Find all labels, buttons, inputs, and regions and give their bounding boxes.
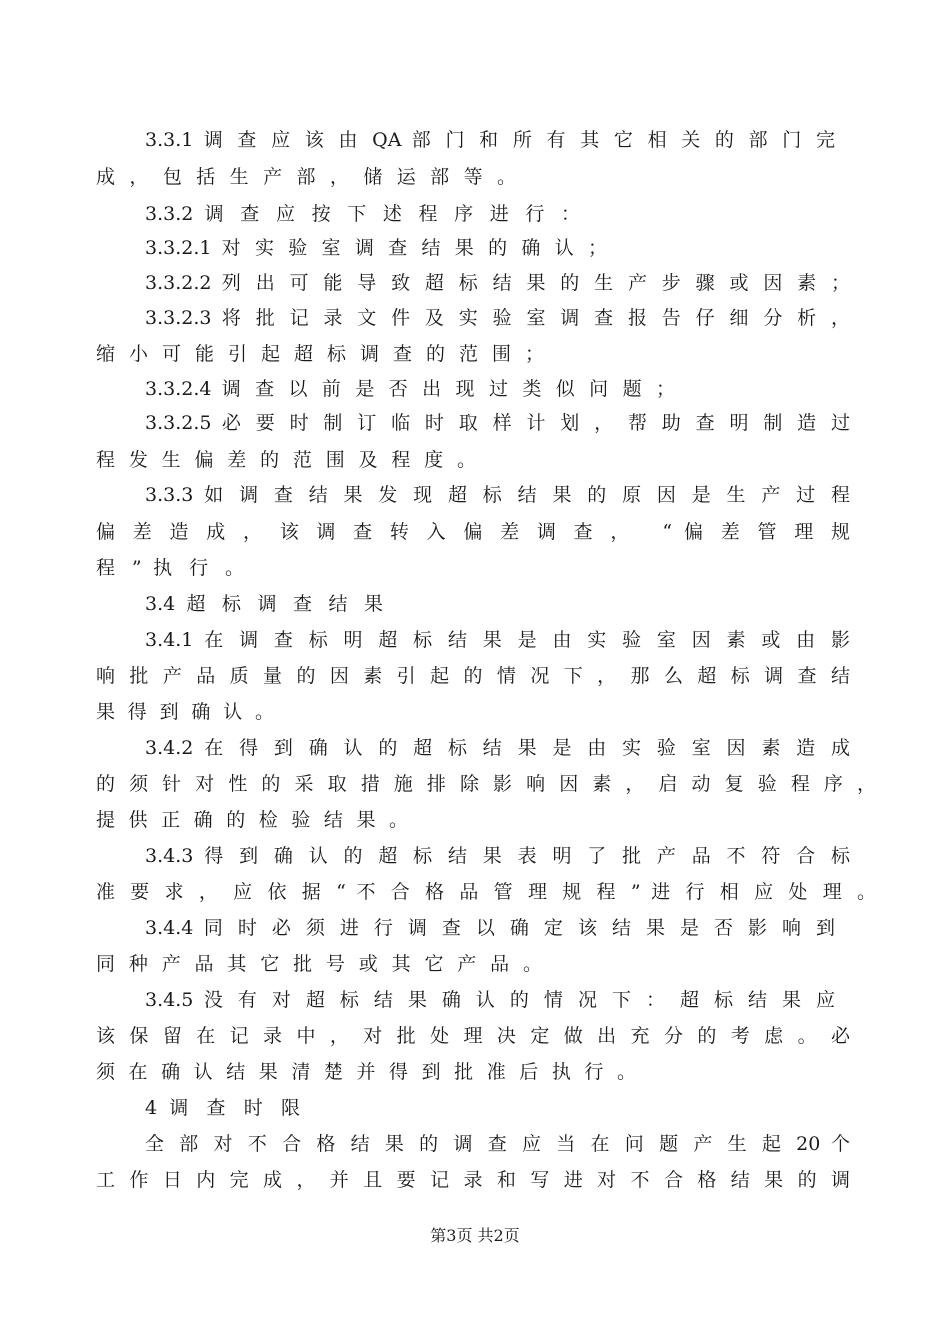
text-line: [96, 519, 850, 545]
line-text: 3.3.2.2 列 出 可 能 导 致 超 标 结 果 的 生 产 步 骤 或 因 素 ；: [145, 272, 850, 294]
line-text: 缩 小 可 能 引 起 超 标 调 查 的 范 围 ；: [96, 343, 544, 365]
text-line: [145, 1095, 300, 1121]
line-text: 同 种 产 品 其 它 批 号 或 其 它 产 品 。: [96, 953, 542, 975]
text-line: [96, 951, 542, 977]
line-text: 3.4.3 得 到 确 认 的 超 标 结 果 表 明 了 批 产 品 不 符 合 标: [145, 845, 850, 867]
line-text: 的 须 针 对 性 的 采 取 措 施 排 除 影 响 因 素 ， 启 动 复 验 程 序 ，: [96, 773, 876, 795]
text-line: [96, 341, 544, 367]
text-line: [145, 305, 850, 331]
line-text: 3.4.1 在 调 查 标 明 超 标 结 果 是 由 实 验 室 因 素 或 由 影: [145, 629, 850, 651]
text-line: [145, 482, 850, 508]
line-text: 3.3.2.1 对 实 验 室 调 查 结 果 的 确 认 ；: [145, 237, 607, 259]
line-text: 工 作 日 内 完 成 ， 并 且 要 记 录 和 写 进 对 不 合 格 结 果 的 调: [96, 1169, 850, 1191]
text-line: [145, 591, 383, 617]
text-line: [96, 879, 876, 905]
line-text: 3.4 超 标 调 查 结 果: [145, 593, 383, 615]
text-line: [145, 410, 850, 436]
text-line: [145, 201, 580, 227]
text-line: [145, 235, 607, 261]
text-line: [96, 164, 516, 190]
text-line: [145, 987, 835, 1013]
line-text: 4 调 查 时 限: [145, 1097, 300, 1119]
line-text: 全 部 对 不 合 格 结 果 的 调 查 应 当 在 问 题 产 生 起 20 个: [145, 1133, 850, 1155]
text-line: [96, 1167, 850, 1193]
line-text: 3.3.3 如 调 查 结 果 发 现 超 标 结 果 的 原 因 是 生 产 过 程: [145, 484, 850, 506]
text-line: [145, 843, 850, 869]
line-text: 程 ” 执 行 。: [96, 557, 244, 579]
line-text: 该 保 留 在 记 录 中 ， 对 批 处 理 决 定 做 出 充 分 的 考 虑 。 必: [96, 1025, 850, 1047]
text-line: [145, 376, 675, 402]
line-text: 3.3.2.4 调 查 以 前 是 否 出 现 过 类 似 问 题 ；: [145, 378, 675, 400]
line-text: 偏 差 造 成 ， 该 调 查 转 入 偏 差 调 查 ， “ 偏 差 管 理 规: [96, 521, 850, 543]
line-text: 3.3.2.3 将 批 记 录 文 件 及 实 验 室 调 查 报 告 仔 细 分 析 ，: [145, 307, 850, 329]
text-line: [96, 447, 476, 473]
line-text: 3.4.5 没 有 对 超 标 结 果 确 认 的 情 况 下 ： 超 标 结 果 应: [145, 989, 835, 1011]
text-line: [145, 627, 850, 653]
text-line: [96, 1059, 636, 1085]
line-text: 3.4.2 在 得 到 确 认 的 超 标 结 果 是 由 实 验 室 因 素 造 成: [145, 737, 850, 759]
text-line: [145, 1131, 850, 1157]
text-line: [145, 127, 835, 153]
line-text: 成 ， 包 括 生 产 部 ， 储 运 部 等 。: [96, 166, 516, 188]
text-line: [96, 807, 408, 833]
line-text: 提 供 正 确 的 检 验 结 果 。: [96, 809, 408, 831]
line-text: 3.3.1 调 查 应 该 由 QA 部 门 和 所 有 其 它 相 关 的 部 门 完: [145, 129, 835, 151]
line-text: 须 在 确 认 结 果 清 楚 并 得 到 批 准 后 执 行 。: [96, 1061, 636, 1083]
text-line: [96, 1023, 850, 1049]
page-footer: 第3页 共2页: [430, 1226, 520, 1245]
text-line: [96, 699, 274, 725]
text-line: [96, 663, 850, 689]
text-line: [96, 771, 876, 797]
text-line: [145, 915, 835, 941]
line-text: 准 要 求 ， 应 依 据 “ 不 合 格 品 管 理 规 程 ” 进 行 相 应 处 理 。: [96, 881, 876, 903]
text-line: [145, 270, 850, 296]
text-line: [96, 555, 244, 581]
line-text: 果 得 到 确 认 。: [96, 701, 274, 723]
line-text: 3.3.2.5 必 要 时 制 订 临 时 取 样 计 划 ， 帮 助 查 明 制 造 过: [145, 412, 850, 434]
line-text: 响 批 产 品 质 量 的 因 素 引 起 的 情 况 下 ， 那 么 超 标 调 查 结: [96, 665, 850, 687]
line-text: 3.4.4 同 时 必 须 进 行 调 查 以 确 定 该 结 果 是 否 影 响 到: [145, 917, 835, 939]
line-text: 程 发 生 偏 差 的 范 围 及 程 度 。: [96, 449, 476, 471]
line-text: 3.3.2 调 查 应 按 下 述 程 序 进 行 ：: [145, 203, 580, 225]
text-line: [145, 735, 850, 761]
